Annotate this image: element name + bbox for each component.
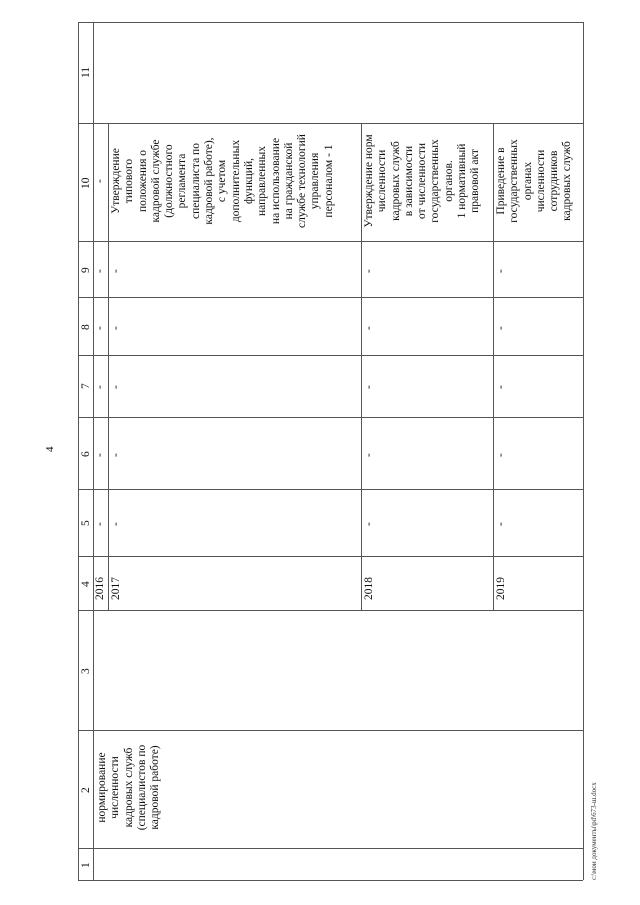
col3-4-sep <box>78 610 583 611</box>
col2-3-sep <box>78 730 583 731</box>
footer-file-path: c:\мои документы\pd\673-ш.docx <box>590 782 598 880</box>
header-col-2: 2 <box>80 787 92 793</box>
row2-col10-text: Утверждение норм численности кадровых служб в зависимости от численности государственных органов. 1 нормативный правовой акт <box>363 134 482 228</box>
subheader-row-divider <box>108 123 109 610</box>
col6-7-sep <box>78 417 583 418</box>
header-col-9: 9 <box>80 267 92 273</box>
row3-col4-year: 2019 <box>495 577 507 600</box>
subheader-col-10: - <box>94 179 106 183</box>
page-number: 4 <box>44 446 56 452</box>
row1-col6: - <box>110 453 122 457</box>
row2-col8: - <box>363 326 375 330</box>
row1-divider <box>361 123 362 610</box>
row3-col7: - <box>495 385 507 389</box>
col8-9-sep <box>78 297 583 298</box>
row1-col10-text: Утверждение типового положения о кадровой службе (должностного регламента специалиста по кадровой работе), с учетом дополнительных функций, направленных на использование на гражданской службе технологий управления персоналом - 1 <box>110 134 335 228</box>
row2-col5: - <box>363 522 375 526</box>
col5-6-sep <box>78 489 583 490</box>
row2-divider <box>493 123 494 610</box>
row1-col8: - <box>110 326 122 330</box>
subheader-col-4: 2016 <box>94 577 106 600</box>
row1-col5: - <box>110 522 122 526</box>
row1-col7: - <box>110 385 122 389</box>
header-col-10: 10 <box>80 177 92 189</box>
subheader-col-8: - <box>94 326 106 330</box>
header-col-8: 8 <box>80 324 92 330</box>
row3-col10-text: Приведение в государственных органах численности сотрудников кадровых служб <box>495 139 574 223</box>
row3-col9: - <box>495 269 507 273</box>
row3-col8: - <box>495 326 507 330</box>
row2-col7: - <box>363 385 375 389</box>
table-border-bottom <box>583 22 584 880</box>
row2-col9: - <box>363 269 375 273</box>
col1-2-sep <box>78 848 583 849</box>
header-col-4: 4 <box>80 581 92 587</box>
subheader-col-6: - <box>94 453 106 457</box>
header-col-3: 3 <box>80 668 92 674</box>
header-col-5: 5 <box>80 520 92 526</box>
col1-edge <box>78 880 583 881</box>
header-row-divider <box>93 22 94 880</box>
col4-5-sep <box>78 556 583 557</box>
row2-col4-year: 2018 <box>363 577 375 600</box>
row3-col5: - <box>495 522 507 526</box>
col9-10-sep <box>78 241 583 242</box>
header-col-11: 11 <box>80 66 92 78</box>
header-col-6: 6 <box>80 451 92 457</box>
header-col-1: 1 <box>80 862 92 868</box>
header-col-7: 7 <box>80 383 92 389</box>
col7-8-sep <box>78 355 583 356</box>
row3-col6: - <box>495 453 507 457</box>
subheader-col-5: - <box>94 522 106 526</box>
row1-col2-text: нормирование численности кадровых служб (специалистов по кадровой работе) <box>96 744 162 831</box>
col11-edge <box>78 22 583 23</box>
row1-col9: - <box>110 269 122 273</box>
subheader-col-9: - <box>94 269 106 273</box>
row1-col4-year: 2017 <box>110 577 122 600</box>
table-border-top <box>78 22 79 880</box>
row2-col6: - <box>363 453 375 457</box>
subheader-col-7: - <box>94 385 106 389</box>
